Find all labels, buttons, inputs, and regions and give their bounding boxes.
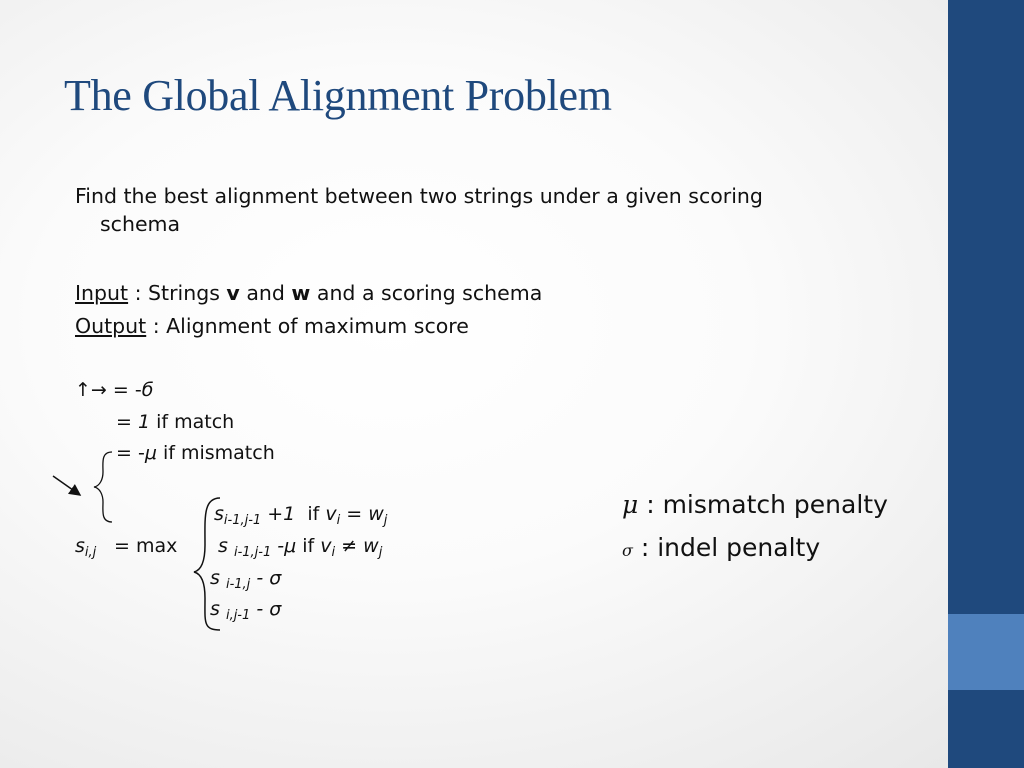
case1-s: s: [214, 503, 224, 525]
case2-w: w: [363, 535, 379, 557]
case2-w-sub: j: [378, 545, 383, 560]
pointer-arrow-icon: [53, 476, 80, 495]
indel-value: б: [141, 379, 154, 401]
case2-v: v: [320, 535, 332, 557]
recurrence-case-4: [210, 600, 281, 622]
mismatch-text: if mismatch: [156, 442, 275, 464]
input-text-1: : Strings: [128, 281, 227, 305]
case2-s: s: [218, 535, 228, 557]
legend-sigma: [622, 535, 820, 560]
mu-symbol: μ: [622, 490, 639, 519]
output-label: Output: [75, 314, 147, 338]
recurrence-case-1: [214, 505, 387, 527]
case1-w: w: [368, 503, 384, 525]
sigma-symbol: σ: [622, 541, 633, 560]
case2-expr: -μ: [271, 535, 297, 557]
input-text-2: and: [239, 281, 292, 305]
case2-v-sub: i: [331, 545, 336, 560]
left-brace-small: [94, 452, 112, 522]
intro-line-1: Find the best alignment between two strings under a given scoring: [75, 184, 763, 208]
output-text: : Alignment of maximum score: [146, 314, 469, 338]
recurrence-case-2: [218, 537, 382, 559]
case3-expr: - σ: [250, 567, 282, 589]
case2-if: if: [296, 535, 321, 557]
slide-title: The Global Alignment Problem: [64, 71, 612, 120]
mismatch-prefix: = -: [116, 442, 145, 464]
case4-s: s: [210, 598, 220, 620]
input-text-3: and a scoring schema: [310, 281, 543, 305]
input-label: Input: [75, 281, 129, 305]
case4-expr: - σ: [250, 598, 282, 620]
case2-sub: i-1,j-1: [233, 545, 272, 560]
input-w: w: [291, 281, 311, 305]
case1-v-sub: i: [336, 513, 341, 528]
match-text: if match: [150, 411, 235, 433]
case1-sub: i-1,j-1: [223, 513, 262, 528]
match-value: 1: [137, 411, 151, 433]
mismatch-value: μ: [144, 442, 157, 464]
case4-sub: i,j-1: [225, 608, 251, 623]
case1-w-sub: j: [383, 513, 388, 528]
match-prefix: =: [116, 411, 138, 433]
mu-text: : mismatch penalty: [638, 490, 888, 519]
case3-sub: i-1,j: [225, 577, 251, 592]
lhs-sub: i,j: [84, 545, 97, 560]
case3-s: s: [210, 567, 220, 589]
case1-v: v: [325, 503, 337, 525]
case1-expr: +1: [261, 503, 296, 525]
lhs-s: s: [75, 535, 85, 557]
recurrence-max: = max: [114, 535, 178, 557]
case1-if: if: [307, 503, 326, 525]
intro-line-2: schema: [100, 212, 181, 236]
case2-neq: ≠: [335, 535, 364, 557]
recurrence-case-3: [210, 569, 281, 591]
sigma-text: : indel penalty: [632, 533, 821, 562]
recurrence-lhs: [75, 537, 96, 559]
input-v: v: [226, 281, 240, 305]
indel-arrows: ↑→ = -: [75, 379, 142, 401]
case1-eq: =: [340, 503, 369, 525]
legend-mu: [622, 492, 888, 517]
